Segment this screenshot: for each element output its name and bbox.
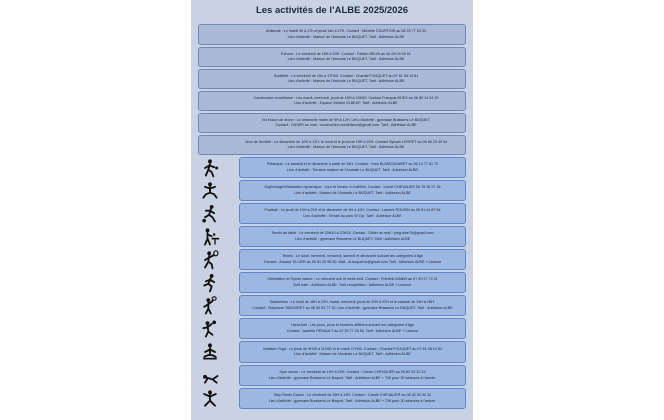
meditation-icon <box>195 180 225 201</box>
activities-poster <box>191 0 473 420</box>
activity-box <box>239 341 466 363</box>
activity-line-1: Sophrologie/Relaxation dynamique : Jour et horaire à redéfinir. Contact : Lionel CHEVALIER 06 76 45 27 36 <box>264 185 441 190</box>
activity-line-2: Lieu d’activité : gymnase Brassens Le Buquet. Tarif : Adhésion ALBE + 72€ pour 30 séances à l’année. <box>268 398 437 403</box>
activity-box <box>239 365 466 386</box>
activity-box <box>198 69 466 89</box>
activity-line-2: Lieu d’activité : Maison de l’Amicale Le BUQUET. Tarif : Adhésion ALBE <box>294 352 411 356</box>
activity-line-1: Football : Le jeudi de 19H à 21H et le dimanche de 9H à 12H. Contact : Laurent ROUXIN au 06 81 44 87 84 <box>264 208 441 213</box>
activity-line-2: Lieu d’activité : Terrain du parc St Cyr. Tarif : Adhésion ALBE <box>303 213 402 218</box>
activity-box <box>198 91 466 111</box>
page-title: Les activités de l’ALBE 2025/2026 <box>255 5 409 16</box>
activity-line-1: Construction modélisme : Les mardi, mercredi, jeudi de 15H à 18H30. Contact François BOES au 06 80 14 24 19 <box>253 95 439 100</box>
activity-line-2: Lieu d’activité : Espace Voltaire ELBEUF. Tarif : Adhésion ALBE <box>294 101 398 105</box>
activity-row-artisanat <box>191 24 473 45</box>
activity-line-1: Hand-ball : Les jours, jours et horaires différent suivant les catégories d’âge <box>290 323 415 328</box>
activity-line-2: Contact : Arnaud TILLIER au 06 81 25 98 60. Mail : al.buquet.tc@gmail.com Tarif : Adhésion ALBE + Licence <box>263 259 442 264</box>
activity-line-2: Lieu d’activité : gymnase Brassens Le Buquet. Tarif : Adhésion ALBE + 72€ pour 30 séances à l’année. <box>268 375 437 380</box>
activity-line-1: Gym douce : Le vendredi de 19H à 20H. Contact : Carole CHEVALIER au 06 82 00 32 32 <box>279 370 426 375</box>
activity-row-handball <box>191 318 473 339</box>
activity-row-orientation <box>191 272 473 293</box>
activity-box <box>239 249 466 270</box>
activity-line-2: Contact : DIDIER au mail : construction.modelisme@gmail.com. Tarif : Adhésion ALBE <box>275 123 417 127</box>
activity-line-1: Jeux de Société : Le dimanche de 10H à 12H, le lundi et le jeudi de 15H à 22H. Contact Sylvain LERRET au 06 66 20 49 94 <box>244 139 448 144</box>
activity-line-1: Echecs : Le vendredi de 18H à 20H. Contact : Fabien BELIN au 06 28 04 55 51 <box>281 51 411 56</box>
activity-box <box>239 203 466 224</box>
yoga-icon <box>195 341 225 363</box>
activity-box <box>239 318 466 339</box>
activity-line-1: Tennis : Le lundi, mercredi, vendredi, samedi et dimanche suivant les catégories d’âge <box>282 254 423 259</box>
activity-line-2: Lieu d’activité : Maison de l’Amicale Le BUQUET. Tarif : Adhésion ALBE <box>287 79 405 83</box>
activity-row-football <box>191 203 473 224</box>
activity-box <box>198 113 466 133</box>
football-icon <box>195 203 225 224</box>
activity-line-2: Contact : Isabelle RENAULT au 02 35 77 25 55. Tarif : Adhésion ALBE + Licence <box>286 328 419 333</box>
activity-line-2: Lieu d’activité : Maison de l’Amicale Le BUQUET. Tarif : Adhésion ALBE <box>287 145 405 149</box>
activity-line-1: Step Renfo Danse : Le vendredi de 18H à 19H. Contact : Carole CHEVALIER au 06 82 00 32 32 <box>273 393 432 398</box>
activity-box <box>239 226 466 247</box>
activity-line-1: Vol indoor de drone : Le dimanche matin de 9H à 12H. Lieu d’activité : gymnase Brassens Le BUQUET. <box>261 117 431 122</box>
petanque-icon <box>195 157 225 178</box>
activity-row-petanque <box>191 157 473 178</box>
gym-icon <box>195 365 225 386</box>
handball-icon <box>195 318 225 339</box>
activity-line-2: Contact : Stéphane TABOURET au 06 09 93 77 10. Lieu d’activité : gymnase Brassens Le BUQUET. Tarif : Adhésion ALBE <box>252 305 453 310</box>
activity-box <box>239 295 466 316</box>
running-icon <box>195 272 225 293</box>
activity-line-2: Lieu d’activité : Maison de l’Amicale Le BUQUET. Tarif : Adhésion ALBE <box>287 34 405 39</box>
activity-row-scrabble <box>191 69 473 89</box>
activity-row-badminton <box>191 295 473 316</box>
activity-row-tennis-de-table <box>191 226 473 247</box>
activity-row-gym-douce <box>191 365 473 386</box>
dance-icon <box>195 388 225 409</box>
activity-row-echecs <box>191 47 473 67</box>
activity-box <box>198 24 466 45</box>
activity-line-1: Initiation Yoga : Le jeudi de 9H30 à 11H30 et le mardi 17H45. Contact : Chantal FOUQUET au 07 61 08 14 81 <box>262 346 443 351</box>
table-tennis-icon <box>195 226 225 247</box>
activity-box <box>239 388 466 409</box>
activity-line-1: Scrabble : Le vendredi de 15h à 17H30. Contact : Chantal FOUQUET au 07 61 08 14 81 <box>273 73 419 78</box>
activity-row-tennis <box>191 249 473 270</box>
activity-box <box>239 157 466 178</box>
activity-row-yoga <box>191 341 473 363</box>
activity-row-step <box>191 388 473 409</box>
activity-row-sophrologie <box>191 180 473 201</box>
activity-box <box>239 272 466 293</box>
badminton-icon <box>195 295 225 316</box>
activity-row-jeux <box>191 135 473 155</box>
activity-line-1: Badminton : Le lundi de 18H à 22H, mardi, mercredi, jeudi de 20H à 22H et le samedi de 14H à 18H. <box>270 300 435 305</box>
activity-box <box>239 180 466 201</box>
activity-line-2: Lieu d’activité : Terrains maison de l’Amicale Le BUQUET. Tarif : Adhésion ALBE <box>287 167 418 172</box>
activity-line-1: Tennis de table : Le vendredi de 20H15 à 22H15. Contact : Didier au mail : ping.albe76@gmail.com <box>271 231 434 236</box>
activity-row-construction <box>191 91 473 111</box>
activity-box <box>198 135 466 155</box>
activity-line-2: Lieu d’activité : Maison de l’Amicale Le BUQUET. Tarif : Adhésion ALBE <box>294 190 411 195</box>
activity-line-1: Orientation et Sports nature : Le mercredi soir et week-end. Contact : Frédéric DANIN au 07 49 37 72 21 <box>267 277 438 282</box>
activity-line-2: Tarif loisir : Adhésion ALBE. Tarif compétition : Adhésion ALBE + Licence. <box>292 282 413 287</box>
activity-line-1: Pétanque : Le samedi et le dimanche à partir de 14H. Contact : Yves BLANCGUARET au 06 14 77 61 72 <box>266 162 439 167</box>
activity-line-2: Lieu d’activité : Maison de l’Amicale Le BUQUET. Tarif : Adhésion ALBE <box>287 57 405 61</box>
activity-row-drone <box>191 113 473 133</box>
activity-line-2: Lieu d’activité : gymnase Brassens Le BUQUET. Tarif : Adhésion ALBE <box>294 236 411 241</box>
activity-box <box>198 47 466 67</box>
tennis-icon <box>195 249 225 270</box>
activity-line-1: Artisanat : Le mardi 9h à 17h et jeudi 14h à 17H. Contact : Michèle COURTOIS au 06 25 77 54 34 <box>266 29 426 34</box>
